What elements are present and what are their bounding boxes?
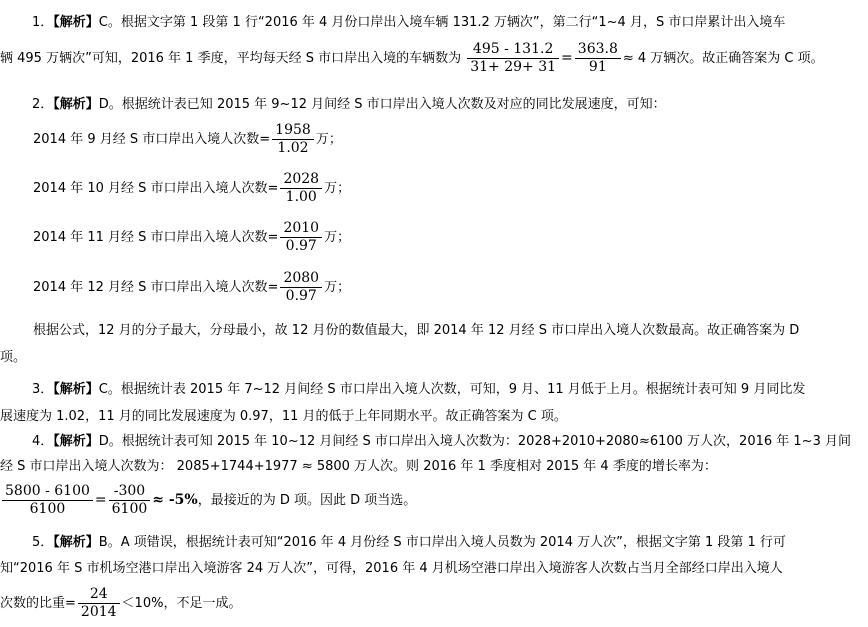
q4-line-1 — [0, 434, 851, 450]
q1-number: 1． — [32, 15, 54, 30]
q2-line-1 — [0, 97, 666, 113]
q2-row-4 — [33, 270, 350, 305]
q1-text-1: C。根据文字第 1 段第 1 行“2016 年 4 月份口岸出入境车辆 131.2 万辆次”，第二行“1~4 月，S 市口岸累计出入境车 — [98, 15, 786, 30]
q2-row-denominator: 1.02 — [277, 140, 309, 156]
q2-conclusion-2: 项。 — [0, 350, 27, 365]
q5-line-3 — [0, 586, 241, 621]
q2-row-numerator: 1958 — [272, 122, 314, 140]
q2-text-1: D。根据统计表已知 2015 年 9~12 月间经 S 市口岸出入境人次数及对应的同比发展速度，可知： — [98, 97, 666, 112]
q1-equals: = — [561, 50, 573, 66]
q2-row-unit: 万； — [324, 181, 351, 196]
q5-text-3a: 次数的比重= — [0, 596, 76, 611]
q1-fraction-2-denominator: 91 — [588, 59, 607, 75]
q2-row-numerator: 2010 — [280, 220, 322, 238]
q2-row-1 — [33, 122, 342, 157]
q5-text-1: B。A 项错误，根据统计表可知“2016 年 4 月份经 S 市口岸出入境人员数为 2014 万人次”，根据文字第 1 段第 1 行可 — [98, 535, 786, 550]
q2-row-fraction — [272, 122, 314, 157]
q2-row-unit: 万； — [324, 280, 351, 295]
q2-row-label: 2014 年 11 月经 S 市口岸出入境人次数= — [33, 230, 279, 245]
q5-text-3b: ＜10%，不足一成。 — [121, 596, 242, 611]
q3-text-1: C。根据统计表 2015 年 7~12 月间经 S 市口岸出入境人次数，可知，9 月、11 月低于上月。根据统计表可知 9 月同比发 — [98, 382, 806, 397]
q1-line-1 — [0, 15, 785, 31]
q4-text-1: D。根据统计表可知 2015 年 10~12 月间经 S 市口岸出入境人次数为：2028+2010+2080≈6100 万人次，2016 年 1~3 月间 — [98, 434, 851, 449]
q4-text-3: ，最接近的为 D 项。因此 D 项当选。 — [197, 493, 417, 508]
q1-fraction-2 — [575, 41, 621, 76]
q2-row-fraction — [280, 171, 322, 206]
q2-row-fraction — [280, 220, 322, 255]
q4-equals: = — [94, 492, 107, 508]
q2-row-unit: 万； — [324, 230, 351, 245]
q1-text-2b: ≈ 4 万辆次。故正确答案为 C 项。 — [622, 51, 824, 66]
q2-number: 2． — [32, 97, 54, 112]
q4-fraction-2 — [109, 483, 151, 518]
q3-number: 3． — [32, 382, 54, 397]
q4-fraction-1-numerator: 5800 - 6100 — [2, 483, 93, 501]
q2-row-fraction — [280, 270, 322, 305]
q2-row-label: 2014 年 9 月经 S 市口岸出入境人次数= — [33, 132, 271, 147]
q2-row-label: 2014 年 10 月经 S 市口岸出入境人次数= — [33, 181, 279, 196]
q4-line-3 — [0, 483, 416, 518]
q5-tag: 【解析】 — [53, 535, 99, 550]
q2-row-unit: 万； — [315, 132, 342, 147]
q5-line-2: 知“2016 年 S 市机场空港口岸出入境游客 24 万人次”，可得，2016 年 4 月机场空港口岸出入境游客人次数占当月全部经口岸出入境人 — [0, 561, 783, 576]
q2-row-numerator: 2080 — [280, 270, 322, 288]
q4-tag: 【解析】 — [53, 434, 99, 449]
q3-line-2: 展速度为 1.02，11 月的同比发展速度为 0.97，11 月的低于上年同期水平。故正确答案为 C 项。 — [0, 409, 567, 424]
q2-row-3 — [33, 220, 350, 255]
q4-approx: ≈ -5% — [152, 492, 198, 508]
q5-fraction — [78, 586, 120, 621]
q1-fraction-1-numerator: 495 - 131.2 — [467, 41, 559, 59]
q2-row-numerator: 2028 — [280, 171, 322, 189]
q4-fraction-1-denominator: 6100 — [29, 501, 66, 517]
q1-tag: 【解析】 — [53, 15, 99, 30]
q4-fraction-2-denominator: 6100 — [111, 501, 148, 517]
q1-fraction-2-numerator: 363.8 — [575, 41, 621, 59]
q5-number: 5． — [32, 535, 54, 550]
q2-conclusion-1: 根据公式，12 月的分子最大，分母最小，故 12 月份的数值最大，即 2014 年 12 月经 S 市口岸出入境人次数最高。故正确答案为 D — [33, 323, 800, 338]
q2-row-2 — [33, 171, 350, 206]
q4-number: 4． — [32, 434, 54, 449]
q5-line-1 — [0, 535, 786, 551]
q2-row-denominator: 0.97 — [285, 238, 317, 254]
q2-tag: 【解析】 — [53, 97, 99, 112]
q1-fraction-1 — [467, 41, 559, 76]
q1-fraction-1-denominator: 31+ 29+ 31 — [470, 59, 557, 75]
q3-tag: 【解析】 — [53, 382, 99, 397]
q4-fraction-2-numerator: -300 — [109, 483, 151, 501]
q3-line-1 — [0, 382, 805, 398]
q4-fraction-1 — [2, 483, 93, 518]
q1-text-2a: 辆 495 万辆次”可知，2016 年 1 季度，平均每天经 S 市口岸出入境的车辆数为 — [0, 51, 462, 66]
q1-line-2 — [0, 41, 824, 76]
q5-fraction-numerator: 24 — [78, 586, 120, 604]
q2-row-denominator: 0.97 — [285, 288, 317, 304]
q2-row-denominator: 1.00 — [285, 189, 317, 205]
q5-fraction-denominator: 2014 — [80, 604, 117, 620]
q4-line-2: 经 S 市口岸出入境人次数为： 2085+1744+1977 ≈ 5800 万人次。则 2016 年 1 季度相对 2015 年 4 季度的增长率为： — [0, 459, 717, 474]
q2-row-label: 2014 年 12 月经 S 市口岸出入境人次数= — [33, 280, 279, 295]
